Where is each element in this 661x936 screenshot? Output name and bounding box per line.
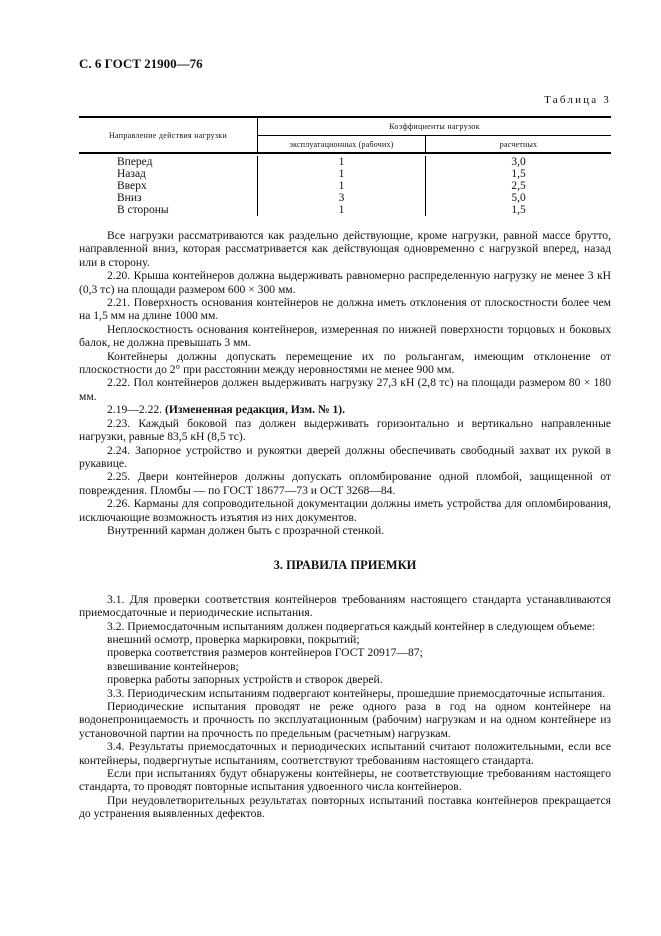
paragraph-2-22: 2.22. Пол контейнеров должен выдерживать нагрузку 27,3 кН (2,8 тс) на площади размером 80 × 180 мм.: [79, 376, 611, 403]
header-direction: Направление действия нагрузки: [108, 130, 228, 140]
cell-design: 2,5: [425, 180, 611, 192]
section-title: 3. ПРАВИЛА ПРИЕМКИ: [273, 558, 417, 573]
page-header: С. 6 ГОСТ 21900—76: [79, 56, 203, 71]
list-item: проверка соответствия размеров контейнеров ГОСТ 20917—87;: [107, 646, 423, 660]
table-caption: Таблица 3: [544, 94, 611, 106]
paragraph-amendment: [79, 403, 611, 416]
cell-design: 5,0: [425, 192, 611, 204]
amendment-number: 2.19—2.22.: [107, 403, 165, 417]
paragraph-3-3-periodic: Периодические испытания проводят не реже одного раза в год на одном контейнере на водонепроницаемость и прочность по эксплуатационным (рабочим) нагрузкам и на одном контейнере из установочной партии на прочность по предельным (расчетным) нагрузкам.: [79, 700, 611, 740]
paragraph-loads: Все нагрузки рассматриваются как раздельно действующие, кроме нагрузки, равной массе брутто, направленной вниз, которая рассматривается как действующая одновременно с нагрузкой вперед, назад или в сторону.: [79, 229, 611, 269]
header-coefficients: Коэффициенты нагрузок: [258, 118, 611, 136]
table-body: [79, 154, 611, 216]
paragraph-2-26-inner-pocket: Внутренний карман должен быть с прозрачной стенкой.: [107, 523, 385, 537]
paragraph-3-4-stop: При неудовлетворительных результатах повторных испытаний поставка контейнеров прекращается до устранения выявленных дефектов.: [79, 793, 611, 821]
paragraph-2-26: 2.26. Карманы для сопроводительной документации должны иметь устройства для опломбирования, исключающие возможность изъятия из них документов.: [79, 497, 611, 524]
paragraph-2-25: 2.25. Двери контейнеров должны допускать опломбирование одной пломбой, защищенной от повреждения. Пломбы — по ГОСТ 18677—73 и ОСТ 3268—84.: [79, 470, 611, 497]
header-operational: эксплуатационных (рабочих): [258, 136, 426, 152]
paragraph-3-4: 3.4. Результаты приемосдаточных и периодических испытаний считают положительными, если все контейнеры, подвергнутые испытаниям, соответствуют требованиям настоящего стандарта.: [79, 740, 611, 767]
paragraph-2-24: 2.24. Запорное устройство и рукоятки дверей должны обеспечивать свободный захват их рукой в рукавице.: [79, 443, 611, 470]
cell-operational: 1: [257, 180, 425, 192]
header-design: расчетных: [499, 139, 538, 149]
cell-operational: 1: [257, 168, 425, 180]
header-coefficients-group: [257, 118, 611, 152]
amendment-note: (Измененная редакция, Изм. № 1).: [164, 403, 346, 417]
paragraph-2-21: 2.21. Поверхность основания контейнеров не должна иметь отклонения от плоскостности более чем на 1,5 мм на длине 1000 мм.: [79, 296, 611, 323]
paragraph-3-1: 3.1. Для проверки соответствия контейнеров требованиям настоящего стандарта устанавливаются приемосдаточные и периодические испытания.: [79, 592, 611, 620]
table-row: [79, 156, 611, 168]
paragraph-3-2: 3.2. Приемосдаточным испытаниям должен подвергаться каждый контейнер в следующем объеме:: [107, 619, 596, 633]
list-item: взвешивание контейнеров;: [107, 659, 239, 673]
cell-direction: Вниз: [117, 192, 142, 204]
paragraph-3-3: 3.3. Периодическим испытаниям подвергают контейнеры, прошедшие приемосдаточные испытания.: [107, 686, 606, 700]
document-body: [79, 229, 611, 821]
table-row: [79, 204, 611, 216]
table-header: [79, 116, 611, 154]
paragraph-2-21-rollers: Контейнеры должны допускать перемещение их по рольгангам, имеющим отклонение от плоскостности до 2° при расстоянии между неровностями не менее 900 мм.: [79, 349, 611, 377]
cell-operational: 3: [257, 192, 425, 204]
table-row: [79, 180, 611, 192]
list-item: внешний осмотр, проверка маркировки, покрытий;: [107, 632, 360, 646]
paragraph-3-4-retest: Если при испытаниях будут обнаружены контейнеры, не соответствующие требованиям настоящего стандарта, то проводят повторные испытания удвоенного числа контейнеров.: [79, 767, 611, 794]
list-item: проверка работы запорных устройств и створок дверей.: [107, 673, 383, 687]
cell-direction: В стороны: [117, 204, 169, 216]
cell-design: 3,0: [425, 156, 611, 168]
cell-direction: Назад: [117, 168, 146, 180]
cell-operational: 1: [257, 204, 425, 216]
cell-design: 1,5: [425, 168, 611, 180]
paragraph-2-23: 2.23. Каждый боковой паз должен выдерживать горизонтально и вертикально направленные нагрузки, равные 83,5 кН (8,5 тс).: [79, 416, 611, 444]
cell-direction: Вверх: [117, 180, 147, 192]
paragraph-2-20: 2.20. Крыша контейнеров должна выдерживать равномерно распределенную нагрузку не менее 3 кН (0,3 тс) на площади размером 600 × 300 мм.: [79, 269, 611, 296]
cell-operational: 1: [257, 156, 425, 168]
table-row: [79, 168, 611, 180]
cell-design: 1,5: [425, 204, 611, 216]
cell-direction: Вперед: [117, 156, 153, 168]
table-row: [79, 192, 611, 204]
load-coefficients-table: [79, 116, 611, 216]
paragraph-2-21-flatness: Неплоскостность основания контейнеров, измеренная по нижней поверхности торцовых и боковых балок, не должна превышать 3 мм.: [79, 322, 611, 350]
